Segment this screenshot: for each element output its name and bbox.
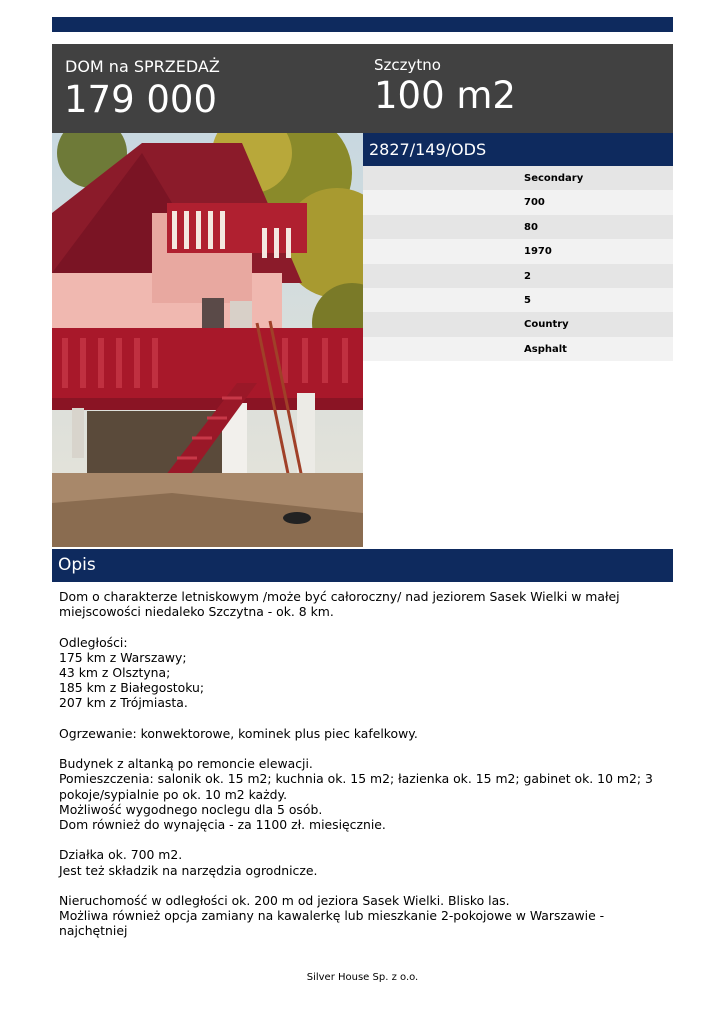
- property-type-label: DOM na SPRZEDAŻ: [65, 57, 220, 76]
- city: Szczytno: [374, 56, 441, 74]
- spec-row: [363, 288, 673, 312]
- description-title: Opis: [58, 555, 96, 575]
- spec-value: 1970: [524, 246, 552, 258]
- footer-company: Silver House Sp. z o.o.: [306, 972, 419, 983]
- description-text: Dom o charakterze letniskowym /może być całoroczny/ nad jeziorem Sasek Wielki w małej miejscowości niedaleko Szczytna - ok. 8 km. Odległości: 175 km z Warszawy; 43 km z Olsztyna; 185 km z Białegostoku; 207 km z Trójmiasta. Ogrzewanie: konwektorowe, kominek plus piec kafelkowy. Budynek z altanką po remoncie elewacji. Pomieszczenia: salonik ok. 15 m2; kuchnia ok. 15 m2; łazienka ok. 15 m2; gabinet ok. 10 m2; 3 pokoje/sypialnie po ok. 10 m2 każdy. Możliwość wygodnego noclegu dla 5 osób. Dom również do wynajęcia - za 1100 zł. miesięcznie. Działka ok. 700 m2. Jest też składzik na narzędzia ogrodnicze. Nieruchomość w odległości ok. 200 m od jeziora Sasek Wielki. Blisko las. Możliwa również opcja zamiany na kawalerkę lub mieszkanie 2-pokojowe w Warszawie - najchętniej: [59, 589, 653, 939]
- spec-value: Secondary: [524, 173, 584, 184]
- spec-value: 80: [524, 221, 538, 233]
- spec-value: Country: [524, 319, 569, 331]
- spec-row: [363, 312, 673, 336]
- specs-table: [363, 166, 673, 361]
- spec-row: [363, 190, 673, 214]
- listing-id: 2827/149/ODS: [369, 140, 487, 159]
- spec-value: Asphalt: [524, 343, 567, 355]
- spec-row: [363, 264, 673, 288]
- area: 100 m2: [374, 74, 516, 117]
- spec-row: [363, 337, 673, 361]
- listing-header: [52, 44, 673, 133]
- spec-value: 2: [524, 270, 531, 282]
- spec-value: 700: [524, 197, 545, 209]
- spec-row: [363, 166, 673, 190]
- spec-row: [363, 239, 673, 263]
- listing-id-bar: [363, 133, 673, 166]
- house-photo: [52, 133, 363, 547]
- price: 179 000: [64, 78, 218, 121]
- top-accent-bar: [52, 17, 673, 32]
- description-header: [52, 549, 673, 582]
- spec-row: [363, 215, 673, 239]
- spec-value: 5: [524, 294, 531, 306]
